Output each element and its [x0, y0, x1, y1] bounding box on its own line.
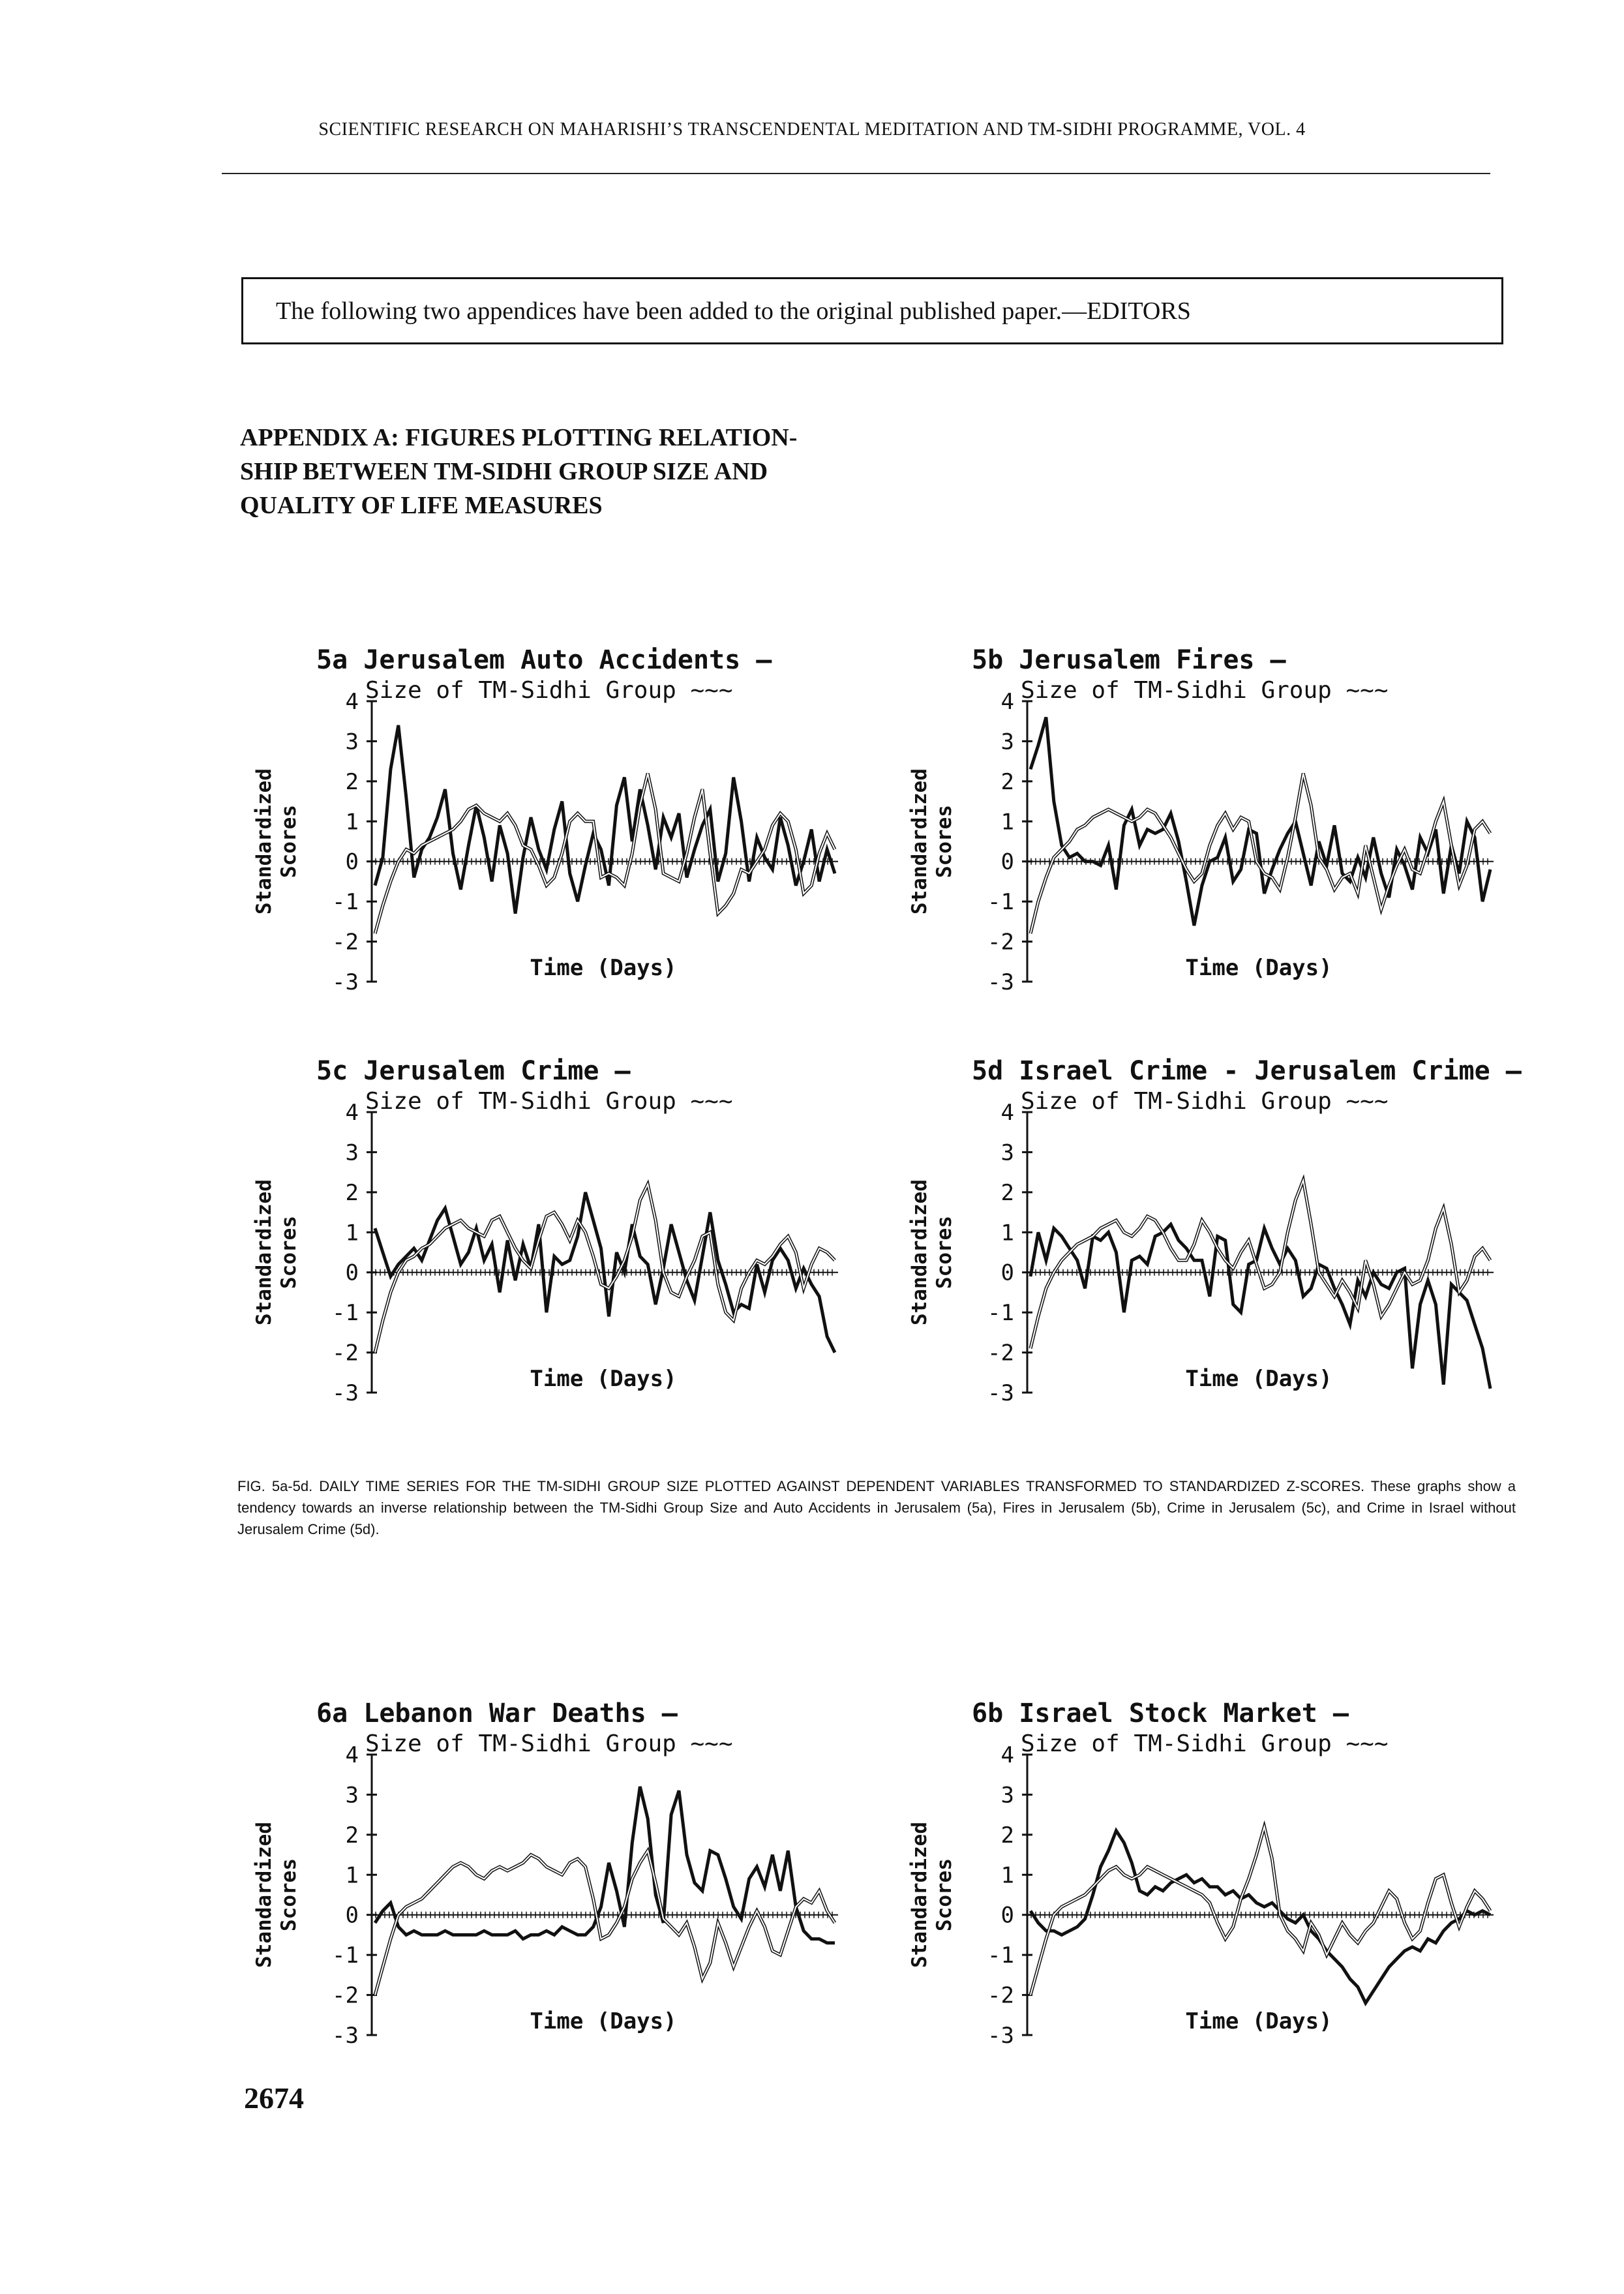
figure-6a — [235, 1693, 848, 2058]
figure-5d — [890, 1050, 1549, 1415]
chart-series-group-size-inner — [1030, 1180, 1490, 1348]
chart-y-tick-label: 0 — [1000, 1260, 1014, 1286]
chart-ylabel — [252, 1822, 301, 1968]
chart-title: 6a Lebanon War Deaths — — [316, 1698, 678, 1728]
chart-y-tick-label: 1 — [345, 1220, 359, 1246]
chart-ylabel — [908, 768, 956, 914]
chart-series-dependent-line — [375, 1787, 835, 1943]
chart-ylabel-line: Standardized — [908, 768, 931, 914]
chart-y-tick-label: 2 — [345, 768, 359, 795]
chart-y-tick-label: 3 — [1000, 1782, 1014, 1809]
chart-y-tick-label: 2 — [1000, 1179, 1014, 1206]
appendix-title-line: SHIP BETWEEN TM-SIDHI GROUP SIZE AND — [240, 458, 768, 485]
chart-ylabel-line: Scores — [933, 1216, 956, 1289]
running-head: SCIENTIFIC RESEARCH ON MAHARISHI’S TRANSCENDENTAL MEDITATION AND TM-SIDHI PROGRAMME, VOL. 4 — [318, 119, 1306, 140]
chart-zero-hatch — [1031, 1912, 1488, 1918]
chart-y-tick-label: 0 — [345, 1902, 359, 1929]
header-rule — [222, 173, 1490, 174]
chart-y-tick-label: 0 — [345, 1260, 359, 1286]
chart-y-tick-label: 2 — [345, 1179, 359, 1206]
chart-y-tick-label: 2 — [1000, 1822, 1014, 1849]
chart-y-tick-label: -1 — [987, 1942, 1014, 1969]
figure-caption: FIG. 5a-5d. DAILY TIME SERIES FOR THE TM-SIDHI GROUP SIZE PLOTTED AGAINST DEPENDENT VARIABLES TRANSFORMED TO STANDARDIZED Z-SCORES. These graphs show a tendency towards an inverse relationship between the TM-Sidhi Group Size and Auto Accidents in Jerusalem (5a), Fires in Jerusalem (5b), Crime in Jerusalem (5c), and Crime in Israel without Jerusalem Crime (5d). — [237, 1478, 1516, 1537]
chart-y-tick-label: -1 — [332, 1942, 359, 1969]
chart-y-tick-label: 4 — [345, 689, 359, 715]
chart-y-tick-label: 3 — [345, 1782, 359, 1809]
chart-y-tick-label: 1 — [345, 1862, 359, 1889]
chart-subtitle: Size of TM-Sidhi Group ~~~ — [1021, 1730, 1389, 1757]
chart-series-group-size-inner — [1030, 1827, 1490, 1995]
chart-y-tick-label: -1 — [332, 1300, 359, 1327]
chart-xlabel: Time (Days) — [1185, 1366, 1332, 1392]
chart-title: 6b Israel Stock Market — — [972, 1698, 1349, 1728]
chart-subtitle: Size of TM-Sidhi Group ~~~ — [1021, 1088, 1389, 1115]
chart-y-tick-label: 3 — [345, 1139, 359, 1166]
chart-y-tick-label: -2 — [332, 929, 359, 956]
chart-ylabel-line: Standardized — [252, 1822, 276, 1968]
chart-y-tick-label: 1 — [1000, 1220, 1014, 1246]
chart-xlabel: Time (Days) — [530, 1366, 677, 1392]
chart-y-tick-label: -2 — [332, 1340, 359, 1366]
chart-xlabel: Time (Days) — [1185, 955, 1332, 981]
appendix-title-line: APPENDIX A: FIGURES PLOTTING RELATION- — [240, 424, 798, 451]
chart-y-tick-label: 4 — [1000, 689, 1014, 715]
chart-zero-hatch — [376, 1912, 832, 1918]
chart-ylabel-line: Standardized — [908, 1822, 931, 1968]
chart-ylabel-line: Scores — [277, 1216, 301, 1289]
chart-xlabel: Time (Days) — [530, 2008, 677, 2034]
chart-y-tick-label: 4 — [1000, 1100, 1014, 1126]
chart-ylabel-line: Scores — [933, 805, 956, 878]
chart-y-tick-label: 2 — [345, 1822, 359, 1849]
chart-y-tick-label: 3 — [1000, 729, 1014, 755]
appendix-title — [240, 421, 892, 522]
page-number: 2674 — [244, 2081, 304, 2115]
chart-xlabel: Time (Days) — [530, 955, 677, 981]
chart-series-dependent-line — [1030, 1224, 1490, 1389]
chart-y-tick-label: -1 — [332, 889, 359, 916]
figure-6b — [890, 1693, 1503, 2058]
chart-ylabel — [908, 1179, 956, 1325]
chart-ylabel — [252, 1179, 301, 1325]
chart-y-tick-label: 1 — [1000, 809, 1014, 836]
chart-ylabel-line: Scores — [933, 1858, 956, 1931]
chart-y-tick-label: 0 — [1000, 1902, 1014, 1929]
chart-y-tick-label: 0 — [1000, 849, 1014, 875]
chart-series-dependent-line — [1030, 717, 1490, 926]
chart-ylabel-line: Scores — [277, 1858, 301, 1931]
chart-title: 5d Israel Crime - Jerusalem Crime — — [972, 1056, 1522, 1086]
chart-y-tick-label: -2 — [987, 929, 1014, 956]
chart-y-tick-label: 0 — [345, 849, 359, 875]
chart-series-group-size-inner — [375, 1850, 835, 1995]
chart-y-tick-label: 4 — [345, 1100, 359, 1126]
appendix-title-line: QUALITY OF LIFE MEASURES — [240, 492, 603, 519]
chart-ylabel-line: Standardized — [252, 768, 276, 914]
chart-series-group-size-outer — [1030, 1827, 1490, 1995]
chart-y-tick-label: -3 — [332, 1380, 359, 1406]
editors-notice-box — [241, 277, 1503, 344]
chart-y-tick-label: 3 — [345, 729, 359, 755]
chart-y-tick-label: -1 — [987, 1300, 1014, 1327]
chart-y-tick-label: 4 — [1000, 1742, 1014, 1768]
chart-subtitle: Size of TM-Sidhi Group ~~~ — [365, 1088, 733, 1115]
chart-ylabel — [252, 768, 301, 914]
chart-y-tick-label: -2 — [332, 1982, 359, 2009]
chart-ylabel — [908, 1822, 956, 1968]
chart-ylabel-line: Standardized — [908, 1179, 931, 1325]
chart-series-dependent-line — [375, 725, 835, 914]
chart-y-tick-label: -3 — [332, 969, 359, 995]
chart-title: 5b Jerusalem Fires — — [972, 645, 1286, 675]
chart-series-group-size-outer — [375, 1850, 835, 1995]
figure-5b — [890, 639, 1503, 1004]
chart-y-tick-label: 1 — [345, 809, 359, 836]
chart-y-tick-label: -3 — [987, 2023, 1014, 2049]
chart-subtitle: Size of TM-Sidhi Group ~~~ — [1021, 677, 1389, 704]
chart-y-tick-label: -1 — [987, 889, 1014, 916]
chart-ylabel-line: Standardized — [252, 1179, 276, 1325]
chart-series-group-size-outer — [1030, 1180, 1490, 1348]
chart-y-tick-label: -3 — [987, 1380, 1014, 1406]
editors-notice-text: The following two appendices have been added to the original published paper.—EDITORS — [276, 297, 1191, 325]
chart-y-tick-label: 1 — [1000, 1862, 1014, 1889]
chart-subtitle: Size of TM-Sidhi Group ~~~ — [365, 1730, 733, 1757]
chart-y-tick-label: -2 — [987, 1340, 1014, 1366]
chart-y-tick-label: -2 — [987, 1982, 1014, 2009]
chart-title: 5a Jerusalem Auto Accidents — — [316, 645, 772, 675]
chart-ylabel-line: Scores — [277, 805, 301, 878]
chart-subtitle: Size of TM-Sidhi Group ~~~ — [365, 677, 733, 704]
chart-y-tick-label: 2 — [1000, 768, 1014, 795]
chart-title: 5c Jerusalem Crime — — [316, 1056, 631, 1086]
chart-y-tick-label: 3 — [1000, 1139, 1014, 1166]
chart-y-tick-label: -3 — [987, 969, 1014, 995]
chart-y-tick-label: -3 — [332, 2023, 359, 2049]
figure-5c — [235, 1050, 848, 1415]
figure-5a — [235, 639, 848, 1004]
chart-xlabel: Time (Days) — [1185, 2008, 1332, 2034]
chart-y-tick-label: 4 — [345, 1742, 359, 1768]
